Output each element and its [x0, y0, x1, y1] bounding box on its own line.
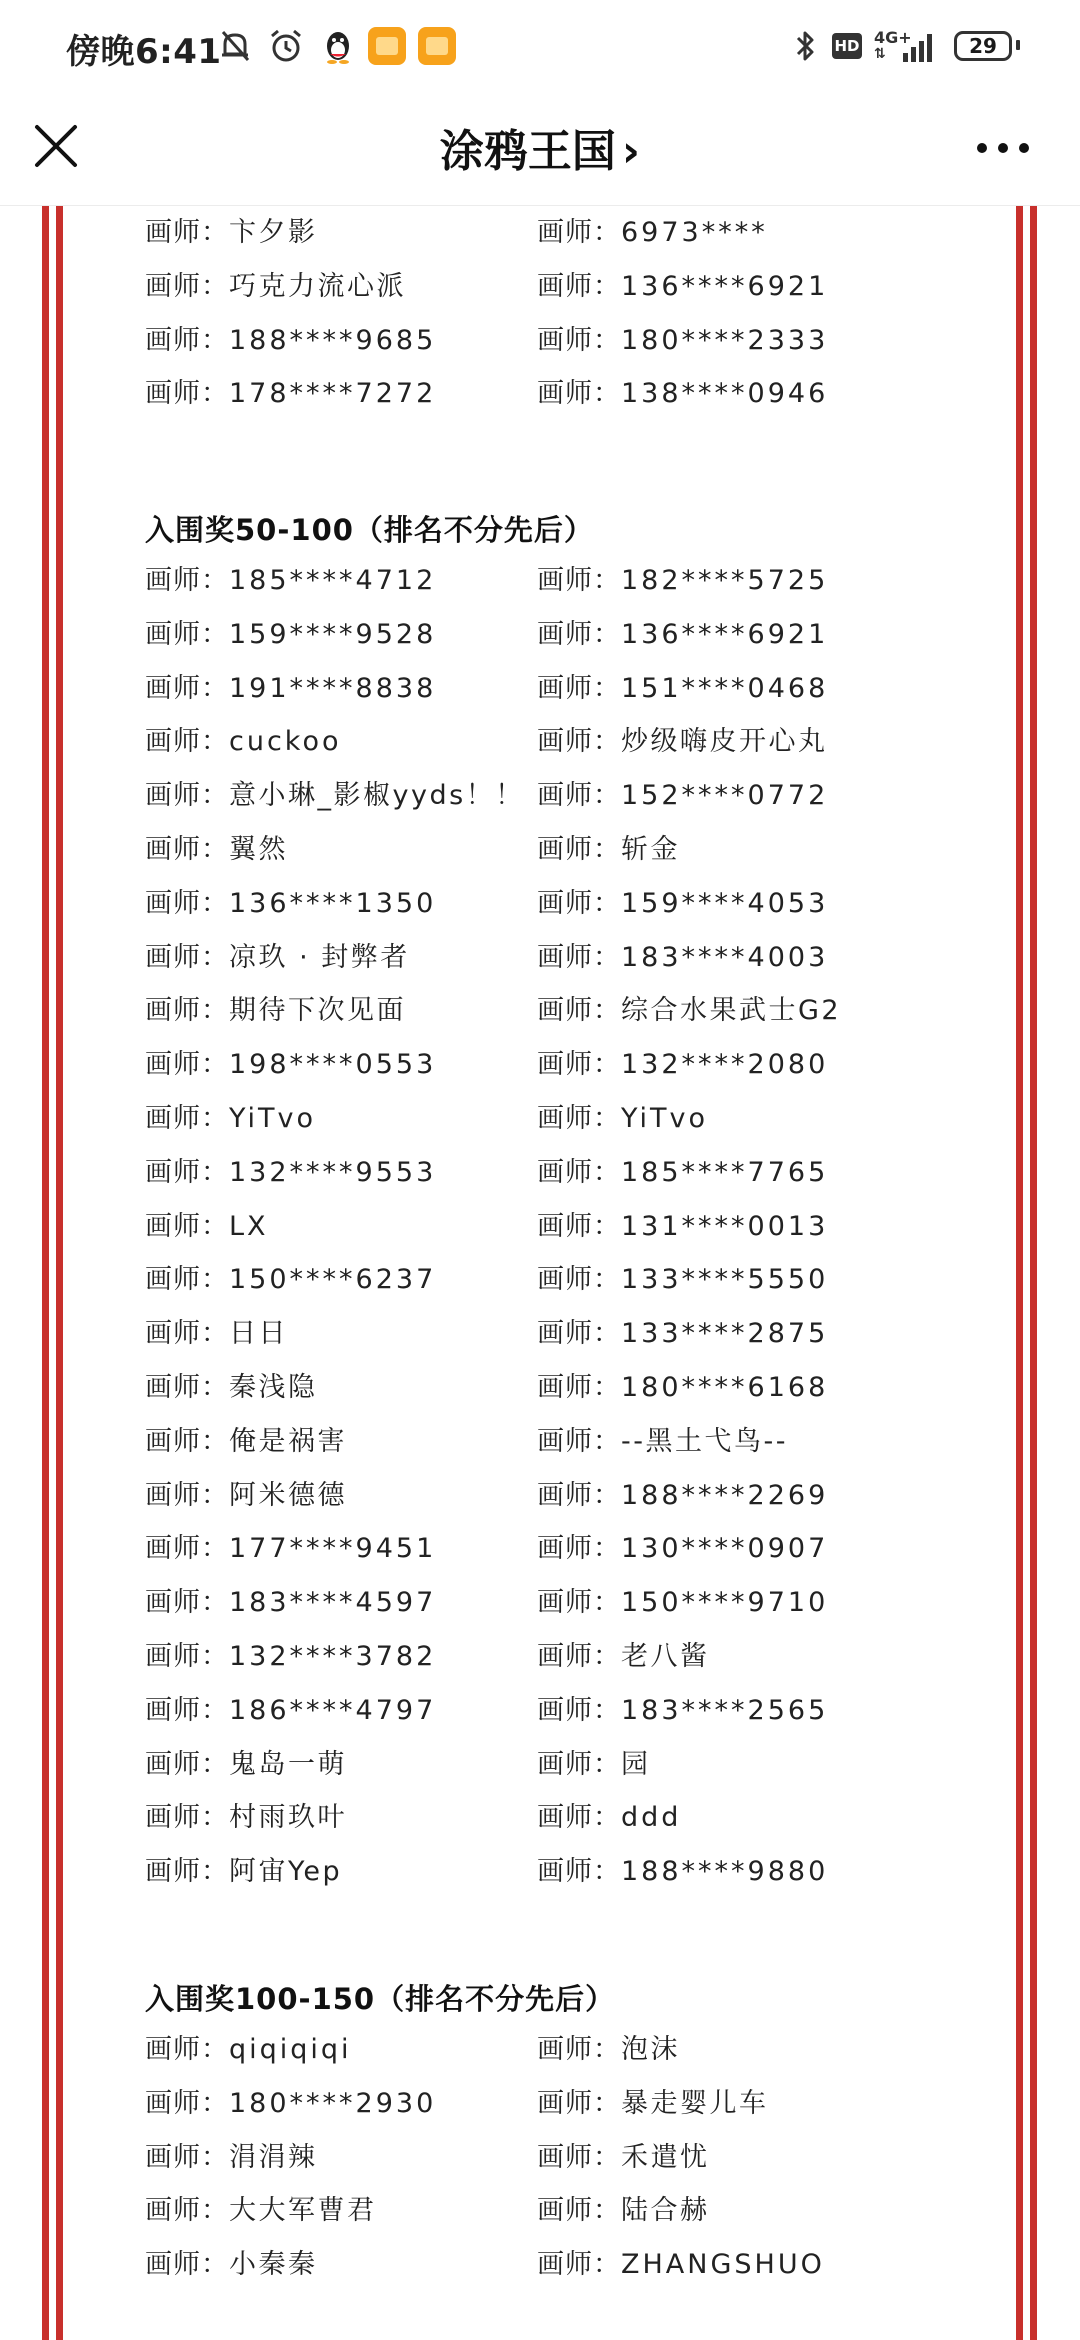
- artist-label: 画师：: [145, 1210, 229, 1242]
- artist-entry: [145, 1150, 436, 1189]
- artist-label: 画师：: [145, 1425, 229, 1457]
- winner-row: [0, 1688, 1080, 1742]
- section-title: 入围奖100-150（排名不分先后）: [145, 1982, 616, 2016]
- winner-row: [0, 773, 1080, 827]
- winner-row: [0, 1634, 1080, 1688]
- artist-name: 巧克力流心派: [229, 270, 406, 302]
- artist-label: 画师：: [145, 1318, 229, 1350]
- artist-label: 画师：: [537, 324, 621, 356]
- artist-name: 159****4053: [621, 887, 829, 919]
- hd-voice-icon: HD: [832, 26, 862, 66]
- artist-label: 画师：: [145, 780, 229, 812]
- network-type: 4G+ ⇅: [874, 28, 912, 62]
- artist-name: YiTvo: [621, 1103, 709, 1134]
- artist-name: 177****9451: [229, 1533, 437, 1565]
- winner-row: [0, 2081, 1080, 2135]
- artist-name: 阿宙Yep: [229, 1856, 343, 1888]
- artist-entry: [537, 1150, 828, 1189]
- artist-entry: [145, 2027, 352, 2066]
- winner-row: [0, 1849, 1080, 1903]
- winner-row: [0, 371, 1080, 425]
- artist-label: 画师：: [537, 2249, 621, 2281]
- winner-row: [0, 1311, 1080, 1365]
- artist-label: 画师：: [145, 217, 229, 248]
- artist-label: 画师：: [537, 1856, 621, 1888]
- artist-entry: [537, 2135, 710, 2174]
- artist-entry: [145, 719, 342, 758]
- artist-label: 画师：: [537, 2034, 621, 2065]
- artist-name: 180****2333: [621, 324, 829, 356]
- page-title-text: 涂鸦王国: [439, 126, 616, 177]
- artist-label: 画师：: [537, 726, 621, 758]
- artist-label: 画师：: [537, 1694, 621, 1726]
- artist-name: 133****5550: [621, 1264, 829, 1296]
- artist-entry: [537, 827, 680, 866]
- artist-name: 炒级嗨皮开心丸: [621, 726, 828, 758]
- artist-label: 画师：: [537, 2141, 621, 2173]
- artist-name: 191****8838: [229, 672, 437, 704]
- artist-label: 画师：: [537, 1748, 621, 1780]
- artist-entry: [145, 612, 436, 651]
- artist-entry: [537, 2081, 769, 2120]
- artist-name: 翼然: [229, 834, 288, 865]
- section-title: 入围奖50-100（排名不分先后）: [145, 513, 594, 547]
- artist-label: 画师：: [537, 1264, 621, 1296]
- artist-name: 183****4003: [621, 941, 829, 973]
- battery-tip: [1016, 40, 1020, 50]
- artist-entry: [145, 1742, 347, 1781]
- artist-entry: [537, 935, 828, 974]
- artist-name: 132****2080: [621, 1049, 829, 1081]
- artist-label: 画师：: [145, 1103, 229, 1134]
- artist-label: 画师：: [145, 1748, 229, 1780]
- artist-name: 182****5725: [621, 565, 829, 596]
- artist-entry: [537, 1742, 651, 1781]
- artist-label: 画师：: [145, 1479, 229, 1511]
- artist-label: 画师：: [145, 887, 229, 919]
- artist-entry: [145, 1311, 288, 1350]
- artist-label: 画师：: [537, 941, 621, 973]
- winner-row: [0, 1204, 1080, 1258]
- winner-row: [0, 2027, 1080, 2081]
- winner-row: [0, 318, 1080, 372]
- winner-row: [0, 2135, 1080, 2189]
- artist-name: 期待下次见面: [229, 995, 406, 1027]
- artist-name: 185****4712: [229, 565, 437, 596]
- artist-entry: [145, 2081, 436, 2120]
- artist-name: 132****9553: [229, 1156, 437, 1188]
- artist-label: 画师：: [537, 1156, 621, 1188]
- artist-name: 180****2930: [229, 2087, 437, 2119]
- artist-name: 136****6921: [621, 270, 829, 302]
- artist-label: 画师：: [145, 1802, 229, 1834]
- artist-entry: [537, 988, 841, 1027]
- winner-row: [0, 827, 1080, 881]
- artist-name: 188****2269: [621, 1479, 829, 1511]
- artist-entry: [145, 827, 288, 866]
- winner-row: [0, 1742, 1080, 1796]
- chevron-right-icon: ›: [621, 126, 641, 177]
- artist-entry: [145, 2135, 318, 2174]
- artist-label: 画师：: [537, 1479, 621, 1511]
- winner-row: [0, 1526, 1080, 1580]
- winner-row: [0, 264, 1080, 318]
- artist-name: 凉玖 · 封弊者: [229, 941, 410, 973]
- artist-entry: [145, 935, 410, 974]
- artist-entry: [537, 1365, 828, 1404]
- artist-entry: [145, 881, 436, 920]
- artist-label: 画师：: [537, 780, 621, 812]
- winner-row: [0, 1096, 1080, 1150]
- artist-entry: [145, 666, 436, 705]
- winner-row: [0, 210, 1080, 264]
- artist-label: 画师：: [145, 618, 229, 650]
- artist-entry: [537, 371, 828, 410]
- artist-label: 画师：: [145, 2195, 229, 2227]
- article-content[interactable]: [0, 206, 1080, 2340]
- artist-entry: [537, 1042, 828, 1081]
- winner-row: [0, 988, 1080, 1042]
- artist-label: 画师：: [145, 1587, 229, 1619]
- artist-entry: [145, 1473, 347, 1512]
- artist-name: LX: [229, 1210, 269, 1242]
- artist-label: 画师：: [537, 995, 621, 1027]
- artist-entry: [145, 318, 436, 357]
- artist-entry: [537, 1634, 710, 1673]
- status-bar: [0, 0, 1080, 95]
- artist-name: 小秦秦: [229, 2249, 318, 2281]
- title-bar: [0, 95, 1080, 206]
- artist-name: 136****6921: [621, 618, 829, 650]
- artist-label: 画师：: [537, 1318, 621, 1350]
- artist-name: 138****0946: [621, 378, 829, 410]
- artist-label: 画师：: [537, 834, 621, 865]
- artist-label: 画师：: [537, 1641, 621, 1672]
- artist-name: 村雨玖叶: [229, 1802, 347, 1834]
- artist-name: 152****0772: [621, 780, 829, 812]
- artist-label: 画师：: [537, 1425, 621, 1457]
- signal-strength-icon: [902, 26, 938, 66]
- artist-label: 画师：: [145, 1049, 229, 1081]
- artist-name: 150****6237: [229, 1264, 437, 1296]
- artist-name: 暴走婴儿车: [621, 2087, 769, 2119]
- artist-label: 画师：: [145, 378, 229, 410]
- winner-row: [0, 1257, 1080, 1311]
- artist-entry: [537, 881, 828, 920]
- artist-name: --黑土弋鸟--: [621, 1425, 788, 1457]
- artist-entry: [145, 264, 406, 303]
- winner-row: [0, 2242, 1080, 2296]
- artist-name: 183****2565: [621, 1694, 829, 1726]
- artist-name: 178****7272: [229, 378, 437, 410]
- artist-label: 画师：: [145, 1264, 229, 1296]
- artist-label: 画师：: [145, 672, 229, 704]
- artist-entry: [537, 2027, 680, 2066]
- artist-name: 俺是祸害: [229, 1425, 347, 1457]
- artist-name: 大大军曹君: [229, 2195, 377, 2227]
- artist-name: 卞夕影: [229, 217, 318, 248]
- artist-entry: [145, 558, 436, 597]
- winner-row: [0, 1150, 1080, 1204]
- artist-name: YiTvo: [229, 1103, 317, 1134]
- app-notification-icon: [418, 26, 456, 66]
- artist-name: 泡沫: [621, 2034, 680, 2065]
- app-notification-icon: [368, 26, 406, 66]
- artist-label: 画师：: [145, 2087, 229, 2119]
- artist-label: 画师：: [145, 1694, 229, 1726]
- artist-entry: [537, 1580, 828, 1619]
- artist-label: 画师：: [537, 1210, 621, 1242]
- artist-name: 130****0907: [621, 1533, 829, 1565]
- artist-label: 画师：: [145, 995, 229, 1027]
- artist-label: 画师：: [537, 1533, 621, 1565]
- artist-label: 画师：: [537, 1587, 621, 1619]
- artist-name: 131****0013: [621, 1210, 829, 1242]
- winner-row: [0, 666, 1080, 720]
- artist-label: 画师：: [145, 1156, 229, 1188]
- artist-entry: [145, 1849, 342, 1888]
- artist-label: 画师：: [537, 1103, 621, 1134]
- artist-entry: [537, 2188, 710, 2227]
- artist-name: ddd: [621, 1802, 682, 1834]
- artist-entry: [537, 1204, 828, 1243]
- artist-entry: [537, 666, 828, 705]
- artist-label: 画师：: [145, 941, 229, 973]
- artist-label: 画师：: [537, 1049, 621, 1081]
- battery-icon: 29: [954, 26, 1012, 66]
- artist-label: 画师：: [537, 378, 621, 410]
- artist-entry: [145, 1096, 316, 1135]
- artist-label: 画师：: [145, 2141, 229, 2173]
- artist-entry: [537, 1688, 828, 1727]
- artist-entry: [145, 1042, 436, 1081]
- artist-label: 画师：: [145, 1533, 229, 1565]
- artist-label: 画师：: [145, 565, 229, 596]
- artist-name: 陆合赫: [621, 2195, 710, 2227]
- artist-name: 秦浅隐: [229, 1372, 318, 1403]
- artist-name: 150****9710: [621, 1587, 829, 1619]
- artist-entry: [145, 2188, 377, 2227]
- artist-name: 斩金: [621, 834, 680, 865]
- qq-penguin-icon: [318, 26, 358, 66]
- artist-entry: [537, 558, 828, 597]
- more-options-button[interactable]: [968, 123, 1038, 173]
- artist-entry: [145, 1688, 436, 1727]
- artist-name: 涓涓辣: [229, 2141, 318, 2173]
- artist-label: 画师：: [145, 270, 229, 302]
- artist-entry: [145, 988, 406, 1027]
- winner-row: [0, 1795, 1080, 1849]
- artist-entry: [145, 371, 436, 410]
- artist-name: 132****3782: [229, 1641, 437, 1672]
- artist-name: 185****7765: [621, 1156, 829, 1188]
- artist-name: 日日: [229, 1318, 288, 1350]
- artist-label: 画师：: [145, 2249, 229, 2281]
- winner-row: [0, 612, 1080, 666]
- artist-label: 画师：: [145, 726, 229, 758]
- artist-name: 禾遣忧: [621, 2141, 710, 2173]
- artist-entry: [537, 612, 828, 651]
- artist-name: 136****1350: [229, 887, 437, 919]
- artist-name: 阿米德德: [229, 1479, 347, 1511]
- page-title[interactable]: [0, 115, 1080, 179]
- artist-entry: [145, 1526, 436, 1565]
- artist-label: 画师：: [145, 1856, 229, 1888]
- winner-row: [0, 881, 1080, 935]
- artist-name: 园: [621, 1748, 651, 1780]
- more-dots-icon: [968, 123, 1038, 173]
- artist-label: 画师：: [537, 887, 621, 919]
- artist-entry: [537, 1311, 828, 1350]
- artist-entry: [537, 1473, 828, 1512]
- winner-row: [0, 1365, 1080, 1419]
- artist-entry: [537, 1257, 828, 1296]
- artist-entry: [145, 2242, 318, 2281]
- artist-entry: [537, 1795, 681, 1834]
- artist-label: 画师：: [537, 1802, 621, 1834]
- artist-name: qiqiqiqi: [229, 2034, 352, 2065]
- artist-entry: [537, 318, 828, 357]
- artist-name: 159****9528: [229, 618, 437, 650]
- artist-entry: [145, 1419, 347, 1458]
- artist-name: 151****0468: [621, 672, 829, 704]
- winner-row: [0, 1042, 1080, 1096]
- artist-label: 画师：: [537, 1372, 621, 1403]
- artist-name: 老八酱: [621, 1641, 710, 1672]
- bluetooth-icon: [790, 26, 820, 66]
- artist-name: 综合水果武士G2: [621, 995, 842, 1027]
- artist-entry: [145, 1257, 436, 1296]
- artist-entry: [145, 1580, 436, 1619]
- artist-entry: [537, 2242, 825, 2281]
- artist-entry: [537, 1849, 828, 1888]
- artist-label: 画师：: [537, 565, 621, 596]
- artist-label: 画师：: [145, 324, 229, 356]
- artist-label: 画师：: [145, 2034, 229, 2065]
- artist-name: 186****4797: [229, 1694, 437, 1726]
- artist-entry: [145, 1634, 436, 1673]
- winner-row: [0, 1419, 1080, 1473]
- artist-name: 180****6168: [621, 1372, 829, 1403]
- artist-label: 画师：: [537, 2195, 621, 2227]
- winner-row: [0, 1580, 1080, 1634]
- artist-entry: [537, 264, 828, 303]
- artist-name: 鬼岛一萌: [229, 1748, 347, 1780]
- artist-entry: [145, 1795, 347, 1834]
- notifications-muted-icon: [215, 26, 255, 66]
- artist-entry: [537, 1096, 708, 1135]
- winner-row: [0, 2188, 1080, 2242]
- artist-label: 画师：: [537, 2087, 621, 2119]
- artist-label: 画师：: [537, 618, 621, 650]
- artist-label: 画师：: [145, 1372, 229, 1403]
- artist-entry: [537, 210, 768, 249]
- winner-row: [0, 935, 1080, 989]
- artist-label: 画师：: [145, 834, 229, 865]
- artist-label: 画师：: [145, 1641, 229, 1672]
- winner-row: [0, 1473, 1080, 1527]
- artist-entry: [537, 1419, 788, 1458]
- artist-name: ZHANGSHUO: [621, 2249, 825, 2281]
- artist-entry: [145, 773, 525, 812]
- artist-name: 6973****: [621, 217, 768, 248]
- artist-entry: [537, 1526, 828, 1565]
- artist-entry: [537, 719, 828, 758]
- artist-entry: [537, 773, 828, 812]
- artist-name: 198****0553: [229, 1049, 437, 1081]
- artist-name: 188****9880: [621, 1856, 829, 1888]
- artist-name: 133****2875: [621, 1318, 829, 1350]
- artist-label: 画师：: [537, 217, 621, 248]
- artist-entry: [145, 210, 318, 249]
- winner-row: [0, 558, 1080, 612]
- artist-entry: [145, 1204, 269, 1243]
- artist-label: 画师：: [537, 270, 621, 302]
- status-time: 傍晚6:41: [66, 32, 222, 72]
- winner-row: [0, 719, 1080, 773]
- artist-label: 画师：: [537, 672, 621, 704]
- alarm-icon: [266, 26, 306, 66]
- artist-name: 188****9685: [229, 324, 437, 356]
- artist-name: cuckoo: [229, 726, 342, 758]
- artist-name: 183****4597: [229, 1587, 437, 1619]
- artist-entry: [145, 1365, 318, 1404]
- artist-name: 意小琳_影椒yyds！！: [229, 780, 525, 812]
